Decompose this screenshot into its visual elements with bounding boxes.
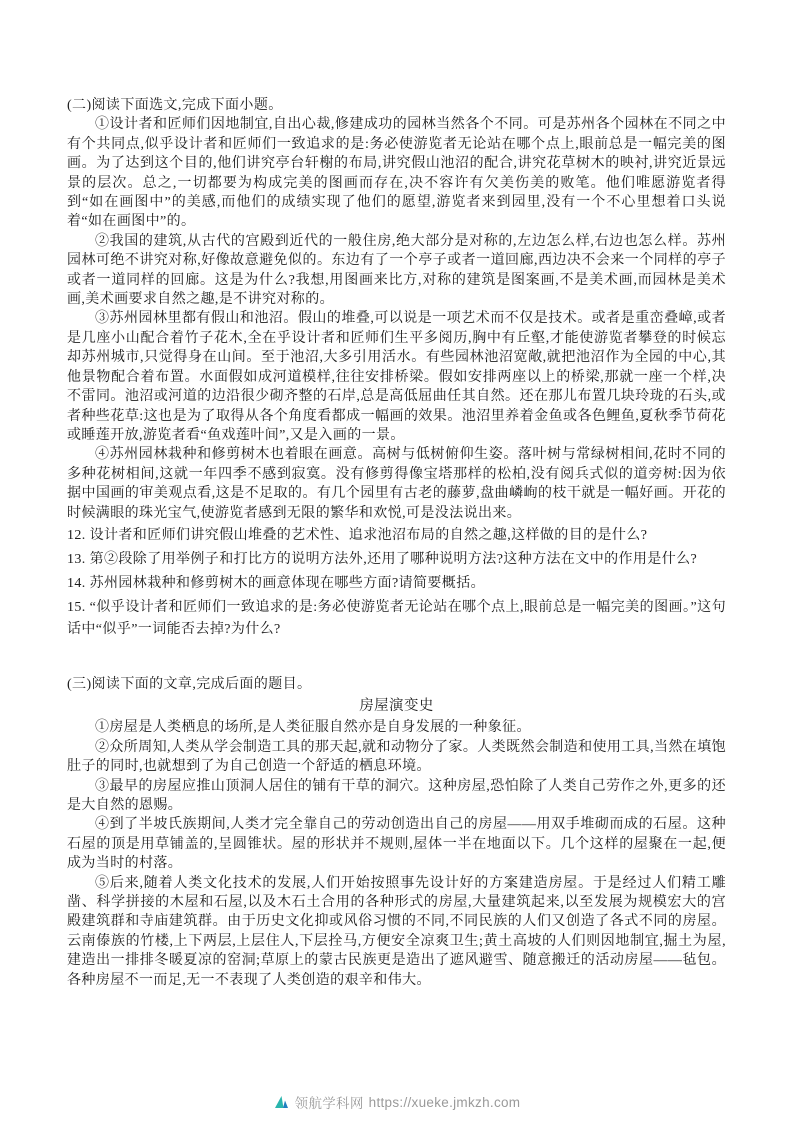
paragraph: ④到了半坡氏族期间,人类才完全靠自己的劳动创造出自己的房屋——用双手堆砌而成的石屋。这种石屋的顶是用草铺盖的,呈圆锥状。屋的形状并不规则,屋体一半在地面以下。几个这样的屋聚在一起,便成为当时的村落。	[67, 817, 726, 872]
question-15: 15. “似乎设计者和匠师们一致追求的是:务必使游览者无论站在哪个点上,眼前总是一幅完美的图画。”这句话中“似乎”一词能否去掉?为什么?	[67, 599, 726, 637]
question-12: 12. 设计者和匠师们讲究假山堆叠的艺术性、追求池沼布局的自然之趣,这样做的目的是什么?	[67, 527, 648, 543]
footer-site-url: https://xueke.jmkzh.com	[368, 1094, 521, 1110]
page-footer	[0, 1092, 793, 1112]
footer-site-name: 领航学科网	[294, 1096, 364, 1111]
section-3-heading: (三)阅读下面的文章,完成后面的题目。	[67, 676, 312, 692]
section-reading-3	[67, 675, 726, 990]
essay-title: 房屋演变史	[359, 698, 434, 715]
paragraph: ②众所周知,人类从学会制造工具的那天起,就和动物分了家。人类既然会制造和使用工具,当然在填饱肚子的同时,也就想到了为自己创造一个舒适的栖息环境。	[67, 739, 726, 775]
section-reading-2	[67, 96, 726, 641]
paragraph: ①设计者和匠师们因地制宜,自出心裁,修建成功的园林当然各个不同。可是苏州各个园林在不同之中有个共同点,似乎设计者和匠师们一致追求的是:务必使游览者无论站在哪个点上,眼前总是一幅完美的图画。为了达到这个目的,他们讲究亭台轩榭的布局,讲究假山池沼的配合,讲究花草树木的映衬,讲究近景远景的层次。总之,一切都要为构成完美的图画而存在,决不容许有欠美伤美的败笔。他们唯愿游览者得到“如在画图中”的美感,而他们的成绩实现了他们的愿望,游览者来到园里,没有一个不心里想着口头说着“如在画图中”的。	[67, 117, 726, 230]
section-2-heading: (二)阅读下面选文,完成下面小题。	[67, 98, 283, 113]
paragraph: ②我国的建筑,从古代的宫殿到近代的一般住房,绝大部分是对称的,左边怎么样,右边也怎么样。苏州园林可绝不讲究对称,好像故意避免似的。东边有了一个亭子或者一道回廊,西边决不会来一个同样的亭子或者一道同样的回廊。这是为什么?我想,用图画来比方,对称的建筑是图案画,不是美术画,而园林是美术画,美术画要求自然之趣,是不讲究对称的。	[67, 233, 726, 308]
paragraph: ③最早的房屋应推山顶洞人居住的铺有干草的洞穴。这种房屋,恐怕除了人类自己劳作之外,更多的还是大自然的恩赐。	[67, 778, 726, 813]
paragraph: ⑤后来,随着人类文化技术的发展,人们开始按照事先设计好的方案建造房屋。于是经过人们精工雕凿、科学拼接的木屋和石屋,以及木石土合用的各种形式的房屋,大量建筑起来,以至发展为规模宏大的宫殿建筑群和寺庙建筑群。由于历史文化抑或风俗习惯的不同,不同民族的人们又创造了各式不同的房屋。云南傣族的竹楼,上下两层,上层住人,下层拴马,方便安全凉爽卫生;黄土高坡的人们则因地制宜,掘土为屋,建造出一排排冬暖夏凉的窑洞;草原上的蒙古民族更是造出了遮风避雪、随意搬迁的活动房屋——毡包。各种房屋不一而足,无一不表现了人类创造的艰辛和伟大。	[67, 875, 726, 988]
paragraph: ④苏州园林栽种和修剪树木也着眼在画意。高树与低树俯仰生姿。落叶树与常绿树相间,花时不同的多种花树相间,这就一年四季不感到寂寞。没有修剪得像宝塔那样的松柏,没有阅兵式似的道旁树:因为依据中国画的审美观点看,这是不足取的。有几个园里有古老的藤萝,盘曲嶙峋的枝干就是一幅好画。开花的时候满眼的珠光宝气,使游览者感到无限的繁华和欢悦,可是没法说出来。	[67, 447, 726, 521]
paragraph: ③苏州园林里都有假山和池沼。假山的堆叠,可以说是一项艺术而不仅是技术。或者是重峦叠嶂,或者是几座小山配合着竹子花木,全在乎设计者和匠师们生平多阅历,胸中有丘壑,才能使游览者攀登的时候忘却苏州城市,只觉得身在山间。至于池沼,大多引用活水。有些园林池沼宽敞,就把池沼作为全园的中心,其他景物配合着布置。水面假如成河道模样,往往安排桥梁。假如安排两座以上的桥梁,那就一座一个样,决不雷同。池沼或河道的边沿很少砌齐整的石岸,总是高低屈曲任其自然。还在那儿布置几块玲珑的石头,或者种些花草:这也是为了取得从各个角度看都成一幅画的效果。池沼里养着金鱼或各色鲤鱼,夏秋季节荷花或睡莲开放,游览者看“鱼戏莲叶间”,又是入画的一景。	[67, 311, 726, 443]
site-logo-icon	[273, 1094, 290, 1111]
question-13: 13. 第②段除了用举例子和打比方的说明方法外,还用了哪种说明方法?这种方法在文中的作用是什么?	[67, 551, 698, 567]
question-14: 14. 苏州园林栽种和修剪树木的画意体现在哪些方面?请简要概括。	[67, 575, 486, 591]
paragraph: ①房屋是人类栖息的场所,是人类征服自然亦是自身发展的一种象征。	[95, 720, 531, 736]
